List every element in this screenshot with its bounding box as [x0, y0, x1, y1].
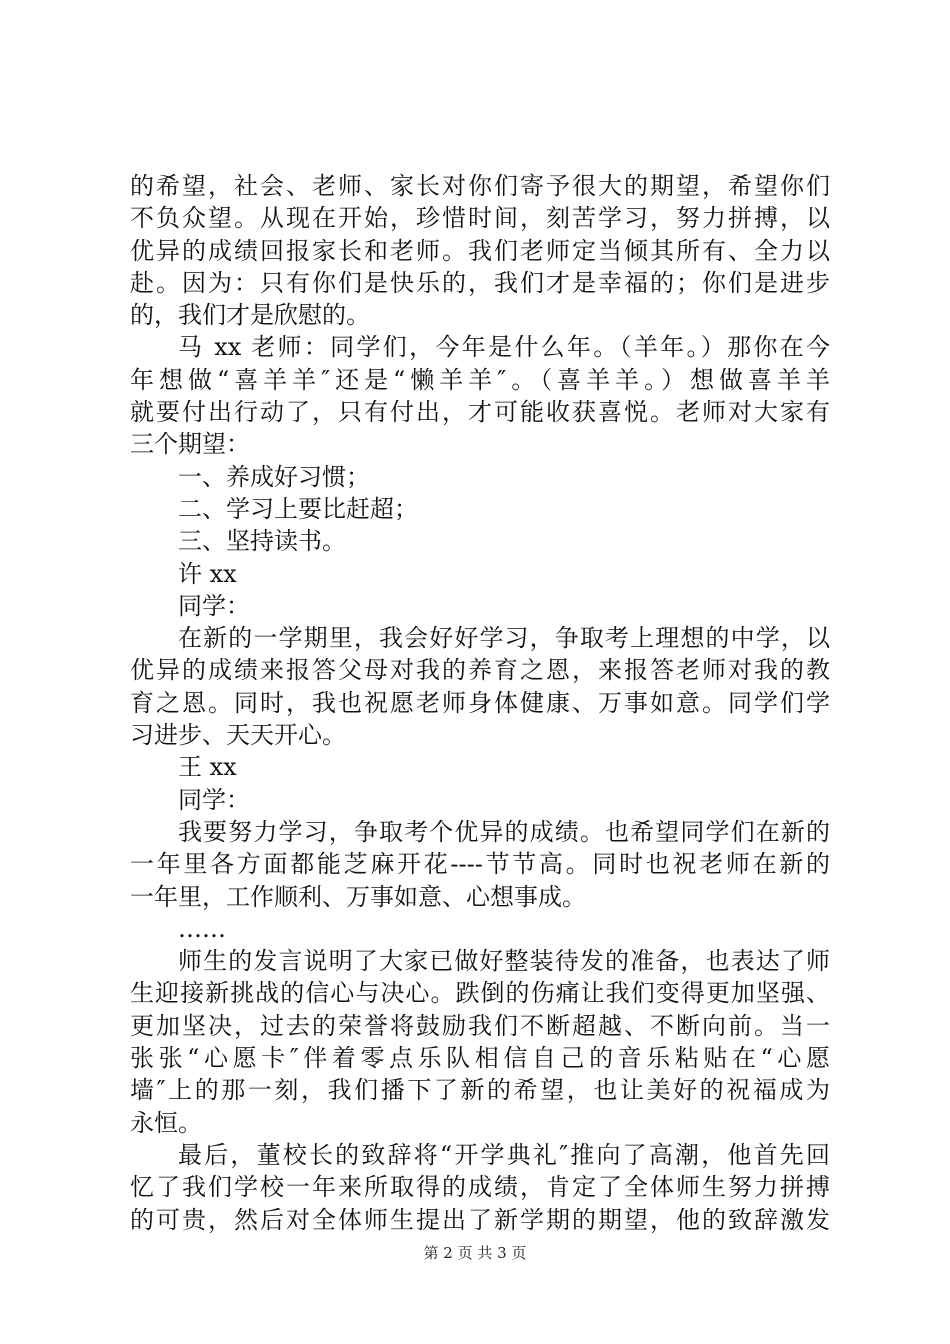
body-text: [130, 170, 830, 1236]
text-line: 一年里，工作顺利、万事如意、心想事成。: [130, 882, 586, 911]
text-line: 一、养成好习惯；: [178, 462, 370, 491]
text-line: 年想做“喜羊羊″还是“懒羊羊″。（喜羊羊。）想做喜羊羊: [130, 365, 830, 394]
text-line: 的，我们才是欣慰的。: [130, 301, 370, 330]
text-line: 生迎接新挑战的信心与决心。跌倒的伤痛让我们变得更加坚强、: [130, 979, 830, 1008]
text-line: 最后，董校长的致辞将“开学典礼″推向了高潮，他首先回: [178, 1140, 830, 1169]
text-line: 的可贵，然后对全体师生提出了新学期的期望，他的致辞激发: [130, 1205, 830, 1234]
text-line: 师生的发言说明了大家已做好整装待发的准备，也表达了师: [178, 947, 830, 976]
text-line: 的希望，社会、老师、家长对你们寄予很大的期望，希望你们: [130, 172, 830, 200]
text-line: 许 xx: [178, 559, 237, 588]
text-line: 在新的一学期里，我会好好学习，争取考上理想的中学，以: [178, 624, 830, 653]
text-line: 不负众望。从现在开始，珍惜时间，刻苦学习，努力拼搏，以: [130, 204, 830, 233]
text-line: 育之恩。同时，我也祝愿老师身体健康、万事如意。同学们学: [130, 688, 830, 717]
text-line: 三、坚持读书。: [178, 527, 346, 556]
text-line: 我要努力学习，争取考个优异的成绩。也希望同学们在新的: [178, 817, 830, 846]
text-line: 墙″上的那一刻，我们播下了新的希望，也让美好的祝福成为: [130, 1076, 830, 1105]
text-line: 忆了我们学校一年来所取得的成绩，肯定了全体师生努力拼搏: [130, 1173, 830, 1202]
text-line: 一年里各方面都能芝麻开花----节节高。同时也祝老师在新的: [130, 850, 830, 879]
text-line: 更加坚决，过去的荣誉将鼓励我们不断超越、不断向前。当一: [130, 1011, 830, 1040]
text-line: 同学：: [178, 785, 250, 814]
text-line: 三个期望：: [130, 430, 250, 459]
text-line: 张张“心愿卡″伴着零点乐队相信自己的音乐粘贴在“心愿: [130, 1044, 830, 1073]
text-line: 就要付出行动了，只有付出，才可能收获喜悦。老师对大家有: [130, 398, 830, 427]
text-line: 同学：: [178, 591, 250, 620]
text-line: 王 xx: [178, 753, 237, 782]
text-line: 赴。因为：只有你们是快乐的，我们才是幸福的；你们是进步: [130, 268, 830, 297]
text-line: 马 xx 老师：同学们，今年是什么年。（羊年。）那你在今: [178, 333, 830, 362]
page-footer: 第 2 页 共 3 页: [423, 1244, 527, 1262]
text-line: 优异的成绩来报答父母对我的养育之恩，来报答老师对我的教: [130, 656, 830, 685]
text-line: 优异的成绩回报家长和老师。我们老师定当倾其所有、全力以: [130, 236, 830, 265]
text-line: 永恒。: [130, 1108, 202, 1137]
text-line: 二、学习上要比赶超；: [178, 494, 418, 523]
text-line: ……: [178, 914, 226, 943]
text-line: 习进步、天天开心。: [130, 721, 346, 750]
